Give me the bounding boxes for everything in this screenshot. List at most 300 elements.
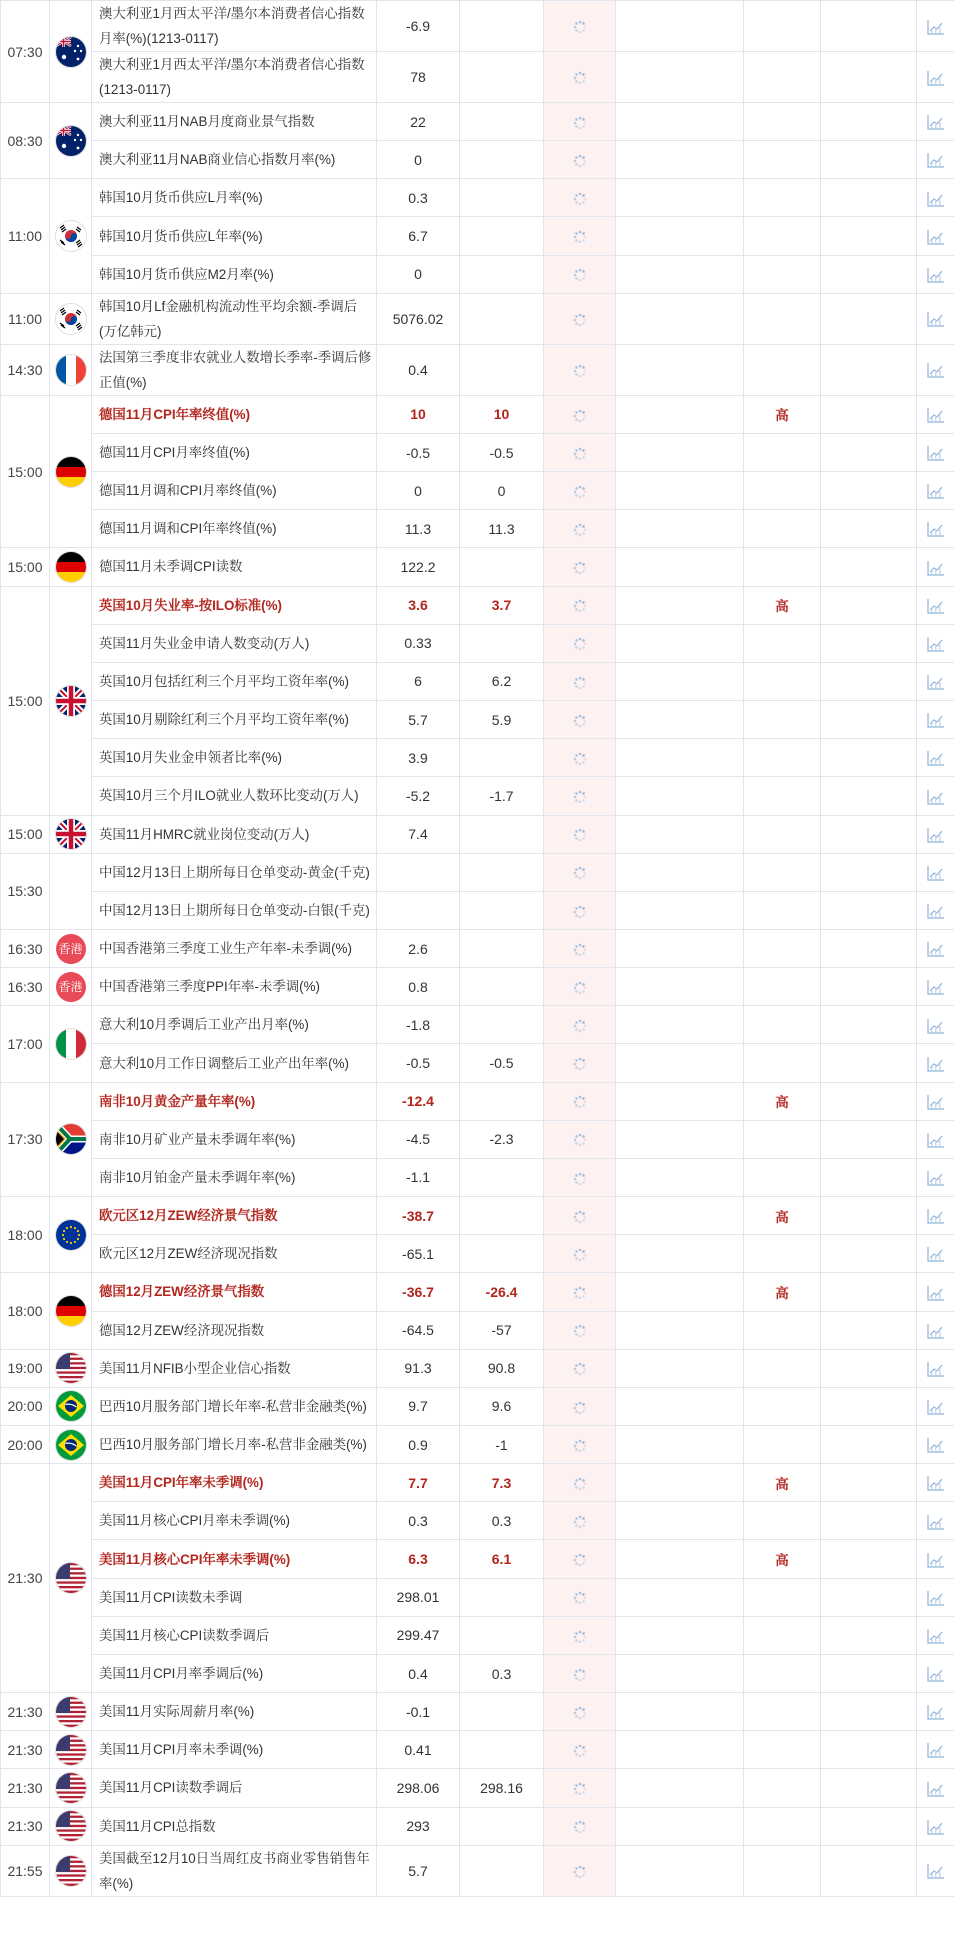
calendar-row (1, 1082, 954, 1120)
chart-icon[interactable] (927, 673, 945, 689)
indicator-name: 中国香港第三季度PPI年率-未季调(%) (92, 968, 377, 1006)
indicator-name: 中国香港第三季度工业生产年率-未季调(%) (92, 929, 377, 967)
actual-value (544, 1654, 616, 1692)
eu-flag-icon (56, 1220, 86, 1250)
calendar-row (1, 701, 954, 739)
previous-value: 0 (377, 141, 460, 179)
importance-label: 高 (744, 395, 821, 433)
previous-value: -64.5 (377, 1311, 460, 1349)
chart-button[interactable] (917, 1044, 954, 1082)
actual-value (544, 1311, 616, 1349)
forecast-value (460, 1807, 544, 1845)
interpretation-cell (821, 1464, 917, 1502)
chart-button[interactable] (917, 52, 954, 103)
indicator-name: 中国12月13日上期所每日仓单变动-黄金(千克) (92, 853, 377, 891)
chart-button[interactable] (917, 1311, 954, 1349)
chart-icon[interactable] (927, 1817, 945, 1833)
chart-icon[interactable] (927, 1398, 945, 1414)
chart-button[interactable] (917, 1158, 954, 1196)
event-time: 15:00 (1, 548, 50, 586)
calendar-row (1, 1044, 954, 1082)
chart-button[interactable] (917, 1502, 954, 1540)
forecast-value (460, 1158, 544, 1196)
chart-button[interactable] (917, 1731, 954, 1769)
chart-button[interactable] (917, 739, 954, 777)
previous-value: 5076.02 (377, 293, 460, 344)
chart-icon[interactable] (927, 1360, 945, 1376)
chart-button[interactable] (917, 891, 954, 929)
previous-value: 122.2 (377, 548, 460, 586)
actual-value (544, 510, 616, 548)
loading-spinner-icon (573, 1818, 587, 1834)
chart-icon[interactable] (927, 444, 945, 460)
loading-spinner-icon (573, 1436, 587, 1452)
loading-spinner-icon (573, 1742, 587, 1758)
chart-button[interactable] (917, 103, 954, 141)
previous-value: 0.33 (377, 624, 460, 662)
impact-cell (616, 586, 744, 624)
chart-button[interactable] (917, 1540, 954, 1578)
chart-button[interactable] (917, 395, 954, 433)
event-time: 20:00 (1, 1426, 50, 1464)
chart-icon[interactable] (927, 310, 945, 326)
importance-label (744, 293, 821, 344)
hong-kong-flag-icon: 香港 (56, 972, 86, 1002)
indicator-name: 美国11月NFIB小型企业信心指数 (92, 1349, 377, 1387)
actual-value (544, 1616, 616, 1654)
indicator-name: 澳大利亚11月NAB月度商业景气指数 (92, 103, 377, 141)
chart-button[interactable] (917, 1349, 954, 1387)
interpretation-cell (821, 1769, 917, 1807)
chart-button[interactable] (917, 1273, 954, 1311)
chart-button[interactable] (917, 624, 954, 662)
indicator-name: 德国12月ZEW经济景气指数 (92, 1273, 377, 1311)
chart-icon[interactable] (927, 361, 945, 377)
previous-value: -0.5 (377, 1044, 460, 1082)
forecast-value (460, 1845, 544, 1896)
impact-cell (616, 1044, 744, 1082)
actual-value (544, 1082, 616, 1120)
interpretation-cell (821, 1197, 917, 1235)
country-flag-cell (50, 968, 92, 1006)
previous-value: 7.4 (377, 815, 460, 853)
chart-button[interactable] (917, 1578, 954, 1616)
actual-value (544, 1807, 616, 1845)
calendar-row (1, 1197, 954, 1235)
chart-button[interactable] (917, 662, 954, 700)
interpretation-cell (821, 624, 917, 662)
chart-icon[interactable] (927, 1207, 945, 1223)
impact-cell (616, 815, 744, 853)
chart-icon[interactable] (927, 17, 945, 33)
previous-value: 78 (377, 52, 460, 103)
forecast-value: 0 (460, 472, 544, 510)
previous-value: -65.1 (377, 1235, 460, 1273)
loading-spinner-icon (573, 1322, 587, 1338)
previous-value: 293 (377, 1807, 460, 1845)
event-time: 15:00 (1, 586, 50, 815)
chart-icon[interactable] (927, 1741, 945, 1757)
chart-icon[interactable] (927, 1589, 945, 1605)
chart-button[interactable] (917, 472, 954, 510)
indicator-name: 欧元区12月ZEW经济景气指数 (92, 1197, 377, 1235)
chart-icon[interactable] (927, 1283, 945, 1299)
actual-value (544, 1845, 616, 1896)
interpretation-cell (821, 1693, 917, 1731)
country-flag-cell (50, 1387, 92, 1425)
country-flag-cell (50, 1006, 92, 1082)
calendar-row (1, 1235, 954, 1273)
interpretation-cell (821, 1120, 917, 1158)
importance-label (744, 1693, 821, 1731)
chart-button[interactable] (917, 1464, 954, 1502)
chart-icon[interactable] (927, 227, 945, 243)
previous-value: 5.7 (377, 701, 460, 739)
event-time: 11:00 (1, 179, 50, 293)
forecast-value (460, 1578, 544, 1616)
impact-cell (616, 1426, 744, 1464)
event-time: 19:00 (1, 1349, 50, 1387)
chart-button[interactable] (917, 1616, 954, 1654)
impact-cell (616, 433, 744, 471)
chart-icon[interactable] (927, 406, 945, 422)
impact-cell (616, 1578, 744, 1616)
forecast-value: 3.7 (460, 586, 544, 624)
uk-flag-icon (56, 686, 86, 716)
interpretation-cell (821, 1387, 917, 1425)
loading-spinner-icon (573, 1207, 587, 1223)
country-flag-cell (50, 929, 92, 967)
calendar-row (1, 1616, 954, 1654)
calendar-row (1, 1807, 954, 1845)
chart-button[interactable] (917, 1, 954, 52)
chart-icon[interactable] (927, 864, 945, 880)
impact-cell (616, 739, 744, 777)
country-flag-cell (50, 1273, 92, 1349)
actual-value (544, 1387, 616, 1425)
loading-spinner-icon (573, 711, 587, 727)
chart-icon[interactable] (927, 749, 945, 765)
indicator-name: 中国12月13日上期所每日仓单变动-白银(千克) (92, 891, 377, 929)
impact-cell (616, 1082, 744, 1120)
chart-icon[interactable] (927, 596, 945, 612)
calendar-row (1, 777, 954, 815)
importance-label (744, 929, 821, 967)
chart-icon[interactable] (927, 1862, 945, 1878)
indicator-name: 美国11月实际周薪月率(%) (92, 1693, 377, 1731)
country-flag-cell (50, 586, 92, 815)
loading-spinner-icon (573, 1665, 587, 1681)
chart-icon[interactable] (927, 1512, 945, 1528)
chart-icon[interactable] (927, 151, 945, 167)
chart-icon[interactable] (927, 68, 945, 84)
previous-value: -0.1 (377, 1693, 460, 1731)
actual-value (544, 1464, 616, 1502)
chart-icon[interactable] (927, 1131, 945, 1147)
chart-button[interactable] (917, 929, 954, 967)
calendar-row (1, 968, 954, 1006)
loading-spinner-icon (573, 1169, 587, 1185)
kr-flag-icon (56, 221, 86, 251)
chart-icon[interactable] (927, 1016, 945, 1032)
actual-value (544, 586, 616, 624)
actual-value (544, 217, 616, 255)
chart-button[interactable] (917, 255, 954, 293)
indicator-name: 美国11月CPI月率未季调(%) (92, 1731, 377, 1769)
chart-icon[interactable] (927, 1474, 945, 1490)
chart-button[interactable] (917, 510, 954, 548)
actual-value (544, 891, 616, 929)
indicator-name: 意大利10月工作日调整后工业产出年率(%) (92, 1044, 377, 1082)
importance-label (744, 815, 821, 853)
chart-icon[interactable] (927, 1779, 945, 1795)
chart-button[interactable] (917, 433, 954, 471)
impact-cell (616, 179, 744, 217)
loading-spinner-icon (573, 406, 587, 422)
loading-spinner-icon (573, 788, 587, 804)
us-flag-icon (56, 1735, 86, 1765)
chart-button[interactable] (917, 1120, 954, 1158)
interpretation-cell (821, 510, 917, 548)
calendar-row (1, 1654, 954, 1692)
impact-cell (616, 255, 744, 293)
previous-value: 91.3 (377, 1349, 460, 1387)
actual-value (544, 929, 616, 967)
impact-cell (616, 472, 744, 510)
impact-cell (616, 968, 744, 1006)
importance-label (744, 1120, 821, 1158)
forecast-value: 10 (460, 395, 544, 433)
previous-value: 2.6 (377, 929, 460, 967)
chart-button[interactable] (917, 1006, 954, 1044)
impact-cell (616, 395, 744, 433)
event-time: 15:00 (1, 815, 50, 853)
indicator-name: 意大利10月季调后工业产出月率(%) (92, 1006, 377, 1044)
chart-button[interactable] (917, 815, 954, 853)
chart-button[interactable] (917, 1082, 954, 1120)
actual-value (544, 1578, 616, 1616)
impact-cell (616, 1387, 744, 1425)
interpretation-cell (821, 293, 917, 344)
previous-value: 3.9 (377, 739, 460, 777)
forecast-value (460, 255, 544, 293)
chart-icon[interactable] (927, 635, 945, 651)
chart-icon[interactable] (927, 113, 945, 129)
us-flag-icon (56, 1353, 86, 1383)
chart-button[interactable] (917, 217, 954, 255)
loading-spinner-icon (573, 1398, 587, 1414)
country-flag-cell (50, 395, 92, 548)
interpretation-cell (821, 1349, 917, 1387)
loading-spinner-icon (573, 311, 587, 327)
chart-icon[interactable] (927, 978, 945, 994)
forecast-value (460, 217, 544, 255)
chart-button[interactable] (917, 777, 954, 815)
interpretation-cell (821, 472, 917, 510)
indicator-name: 英国11月HMRC就业岗位变动(万人) (92, 815, 377, 853)
interpretation-cell (821, 1807, 917, 1845)
country-flag-cell (50, 815, 92, 853)
previous-value: 7.7 (377, 1464, 460, 1502)
chart-icon[interactable] (927, 482, 945, 498)
chart-button[interactable] (917, 293, 954, 344)
chart-button[interactable] (917, 701, 954, 739)
indicator-name: 美国11月核心CPI读数季调后 (92, 1616, 377, 1654)
chart-icon[interactable] (927, 266, 945, 282)
actual-value (544, 739, 616, 777)
loading-spinner-icon (573, 940, 587, 956)
chart-button[interactable] (917, 1693, 954, 1731)
importance-label (744, 1769, 821, 1807)
indicator-name: 澳大利亚1月西太平洋/墨尔本消费者信心指数(1213-0117) (92, 52, 377, 103)
indicator-name: 德国11月调和CPI月率终值(%) (92, 472, 377, 510)
calendar-row (1, 662, 954, 700)
chart-button[interactable] (917, 141, 954, 179)
impact-cell (616, 103, 744, 141)
chart-icon[interactable] (927, 825, 945, 841)
chart-button[interactable] (917, 853, 954, 891)
impact-cell (616, 1311, 744, 1349)
importance-label (744, 179, 821, 217)
importance-label (744, 1044, 821, 1082)
chart-button[interactable] (917, 1807, 954, 1845)
actual-value (544, 662, 616, 700)
forecast-value: 5.9 (460, 701, 544, 739)
importance-label (744, 968, 821, 1006)
chart-icon[interactable] (927, 1321, 945, 1337)
actual-value (544, 1044, 616, 1082)
chart-icon[interactable] (927, 1627, 945, 1643)
forecast-value: 11.3 (460, 510, 544, 548)
chart-icon[interactable] (927, 1245, 945, 1261)
importance-label (744, 1311, 821, 1349)
event-time: 17:30 (1, 1082, 50, 1196)
interpretation-cell (821, 179, 917, 217)
chart-icon[interactable] (927, 558, 945, 574)
chart-icon[interactable] (927, 902, 945, 918)
indicator-name: 韩国10月货币供应L年率(%) (92, 217, 377, 255)
loading-spinner-icon (573, 1017, 587, 1033)
previous-value: 299.47 (377, 1616, 460, 1654)
chart-icon[interactable] (927, 1550, 945, 1566)
calendar-row (1, 1731, 954, 1769)
importance-label (744, 510, 821, 548)
chart-icon[interactable] (927, 940, 945, 956)
indicator-name: 韩国10月货币供应L月率(%) (92, 179, 377, 217)
chart-button[interactable] (917, 1235, 954, 1273)
chart-icon[interactable] (927, 1093, 945, 1109)
chart-button[interactable] (917, 548, 954, 586)
chart-icon[interactable] (927, 711, 945, 727)
loading-spinner-icon (573, 902, 587, 918)
previous-value: 6.3 (377, 1540, 460, 1578)
chart-button[interactable] (917, 1387, 954, 1425)
event-time: 17:00 (1, 1006, 50, 1082)
chart-button[interactable] (917, 1845, 954, 1896)
loading-spinner-icon (573, 1627, 587, 1643)
calendar-row (1, 1006, 954, 1044)
importance-label: 高 (744, 1464, 821, 1502)
calendar-row (1, 103, 954, 141)
previous-value: -1.8 (377, 1006, 460, 1044)
loading-spinner-icon (573, 559, 587, 575)
previous-value: 0 (377, 472, 460, 510)
loading-spinner-icon (573, 1475, 587, 1491)
chart-icon[interactable] (927, 1665, 945, 1681)
chart-icon[interactable] (927, 1436, 945, 1452)
chart-icon[interactable] (927, 1703, 945, 1719)
calendar-row (1, 395, 954, 433)
country-flag-cell (50, 1082, 92, 1196)
calendar-row (1, 1, 954, 52)
chart-button[interactable] (917, 1197, 954, 1235)
interpretation-cell (821, 1311, 917, 1349)
previous-value: 298.06 (377, 1769, 460, 1807)
chart-button[interactable] (917, 179, 954, 217)
chart-button[interactable] (917, 1654, 954, 1692)
forecast-value (460, 1197, 544, 1235)
country-flag-cell (50, 1807, 92, 1845)
impact-cell (616, 1693, 744, 1731)
actual-value (544, 1349, 616, 1387)
forecast-value: -1.7 (460, 777, 544, 815)
indicator-name: 德国12月ZEW经济现况指数 (92, 1311, 377, 1349)
chart-icon[interactable] (927, 787, 945, 803)
interpretation-cell (821, 1273, 917, 1311)
actual-value (544, 344, 616, 395)
chart-button[interactable] (917, 1426, 954, 1464)
importance-label: 高 (744, 1082, 821, 1120)
indicator-name: 澳大利亚11月NAB商业信心指数月率(%) (92, 141, 377, 179)
impact-cell (616, 1273, 744, 1311)
impact-cell (616, 293, 744, 344)
chart-button[interactable] (917, 1769, 954, 1807)
chart-icon[interactable] (927, 1169, 945, 1185)
previous-value: -5.2 (377, 777, 460, 815)
interpretation-cell (821, 1845, 917, 1896)
calendar-row (1, 1769, 954, 1807)
interpretation-cell (821, 52, 917, 103)
importance-label (744, 1, 821, 52)
chart-button[interactable] (917, 586, 954, 624)
loading-spinner-icon (573, 1360, 587, 1376)
indicator-name: 巴西10月服务部门增长年率-私营非金融类(%) (92, 1387, 377, 1425)
actual-value (544, 52, 616, 103)
calendar-row (1, 815, 954, 853)
loading-spinner-icon (573, 826, 587, 842)
loading-spinner-icon (573, 1513, 587, 1529)
chart-button[interactable] (917, 344, 954, 395)
chart-icon[interactable] (927, 520, 945, 536)
impact-cell (616, 853, 744, 891)
forecast-value (460, 293, 544, 344)
loading-spinner-icon (573, 597, 587, 613)
forecast-value: 0.3 (460, 1654, 544, 1692)
chart-button[interactable] (917, 968, 954, 1006)
chart-icon[interactable] (927, 189, 945, 205)
impact-cell (616, 1464, 744, 1502)
indicator-name: 南非10月矿业产量未季调年率(%) (92, 1120, 377, 1158)
chart-icon[interactable] (927, 1054, 945, 1070)
calendar-row (1, 1120, 954, 1158)
forecast-value: 6.2 (460, 662, 544, 700)
uk-flag-icon (56, 819, 86, 849)
interpretation-cell (821, 662, 917, 700)
country-flag-cell (50, 1693, 92, 1731)
kr-flag-icon (56, 304, 86, 334)
previous-value: -12.4 (377, 1082, 460, 1120)
importance-label (744, 433, 821, 471)
